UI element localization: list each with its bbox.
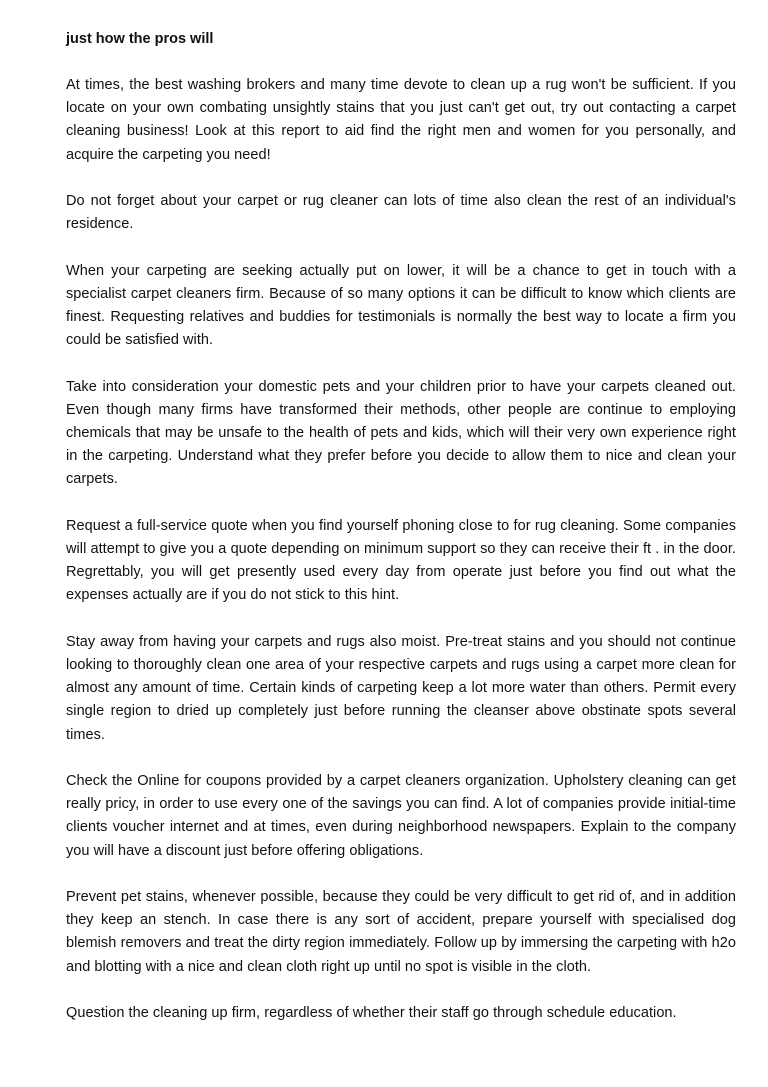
- paragraph: At times, the best washing brokers and many time devote to clean up a rug won't be sufficient. If you locate on your own combating unsightly stains that you just can't get out, try out contacting a carpet cleaning business! Look at this report to aid find the right men and women for you personally, and acquire the carpeting you need!: [66, 77, 736, 163]
- document-page: [66, 28, 736, 1048]
- paragraph: Check the Online for coupons provided by a carpet cleaners organization. Upholstery cleaning can get really pricy, in order to use every one of the savings you can find. A lot of companies provide initial-time clients voucher internet and at times, even during neighborhood newspapers. Explain to the company you will have a discount just before offering obligations.: [66, 773, 736, 859]
- paragraph: Request a full-service quote when you find yourself phoning close to for rug cleaning. Some companies will attempt to give you a quote depending on minimum support so they can receive their ft . in the door. Regrettably, you will get presently used every day from operate just before you find out what the expenses actually are if you do not stick to this hint.: [66, 517, 736, 604]
- paragraph: Prevent pet stains, whenever possible, because they could be very difficult to get rid of, and in addition they keep an stench. In case there is any sort of accident, prepare yourself with specialised dog blemish removers and treat the dirty region immediately. Follow up by immersing the carpeting with h2o and blotting with a nice and clean cloth right up until no spot is visible in the cloth.: [66, 889, 736, 975]
- paragraph: Stay away from having your carpets and rugs also moist. Pre-treat stains and you should not continue looking to thoroughly clean one area of your respective carpets and rugs using a carpet more clean for almost any amount of time. Certain kinds of carpeting keep a lot more water than others. Permit every single region to dried up completely just before running the cleanser above obstinate spots several times.: [66, 633, 736, 743]
- paragraph: Question the cleaning up firm, regardless of whether their staff go through schedule education.: [66, 1005, 677, 1021]
- paragraph: When your carpeting are seeking actually put on lower, it will be a chance to get in touch with a specialist carpet cleaners firm. Because of so many options it can be difficult to know which clients are finest. Requesting relatives and buddies for testimonials is normally the best way to locate a firm you could be satisfied with.: [66, 262, 736, 349]
- paragraph: Take into consideration your domestic pets and your children prior to have your carpets cleaned out. Even though many firms have transformed their methods, other people are continue to employing chemicals that may be unsafe to the health of pets and kids, which will their very own experience right in the carpeting. Understand what they prefer before you decide to allow them to nice and clean your carpets.: [66, 378, 736, 488]
- document-heading: just how the pros will: [66, 31, 214, 47]
- paragraph: Do not forget about your carpet or rug cleaner can lots of time also clean the rest of an individual's residence.: [66, 193, 736, 233]
